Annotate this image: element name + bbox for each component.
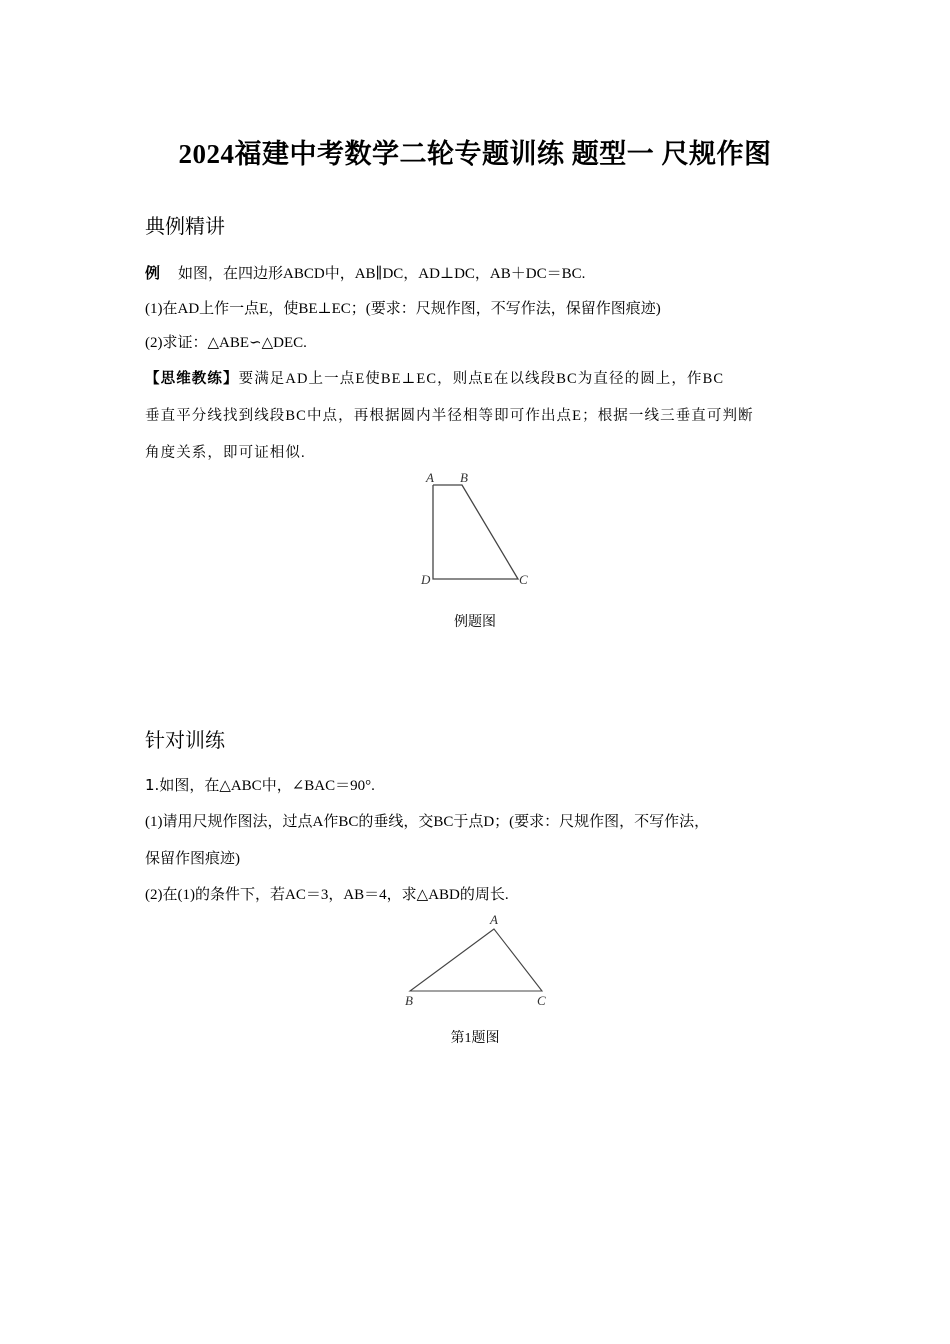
point-label-c: C bbox=[537, 993, 546, 1008]
hint-text-1: 要满足AD上一点E使BE⊥EC，则点E在以线段BC为直径的圆上，作BC bbox=[238, 371, 725, 387]
problem-number: 1. bbox=[145, 776, 160, 794]
point-label-a: A bbox=[426, 470, 434, 485]
problem1-part-2: (2)在(1)的条件下，若AC＝3，AB＝4，求△ABD的周长. bbox=[145, 887, 509, 903]
point-label-b: B bbox=[460, 470, 468, 485]
example-figure-caption: 例题图 bbox=[454, 615, 496, 630]
problem1-figure-triangle bbox=[405, 912, 546, 1008]
problem1-statement: 如图，在△ABC中，∠BAC＝90°. bbox=[159, 778, 375, 794]
hint-line-3: 角度关系，即可证相似. bbox=[145, 445, 306, 461]
hint-label: 【思维教练】 bbox=[145, 371, 239, 387]
example-label: 例 bbox=[145, 266, 161, 282]
section-heading-practice: 针对训练 bbox=[145, 728, 225, 752]
problem1-line-1 bbox=[145, 774, 375, 795]
page-title: 2024福建中考数学二轮专题训练 题型一 尺规作图 bbox=[178, 139, 772, 169]
example-figure-trapezoid bbox=[420, 470, 528, 587]
problem1-part-1-cont: 保留作图痕迹) bbox=[145, 851, 240, 867]
example-statement: 如图，在四边形ABCD中，AB∥DC，AD⊥DC，AB＋DC＝BC. bbox=[178, 266, 586, 282]
example-part-1: (1)在AD上作一点E，使BE⊥EC；(要求：尺规作图，不写作法，保留作图痕迹) bbox=[145, 301, 661, 317]
point-label-d: D bbox=[421, 572, 431, 587]
point-label-c: C bbox=[519, 572, 528, 587]
problem1-part-1: (1)请用尺规作图法，过点A作BC的垂线，交BC于点D；(要求：尺规作图，不写作法， bbox=[145, 814, 710, 830]
section-heading-example: 典例精讲 bbox=[145, 214, 225, 238]
hint-line-2: 垂直平分线找到线段BC中点，再根据圆内半径相等即可作出点E；根据一线三垂直可判断 bbox=[145, 408, 754, 424]
point-label-b: B bbox=[405, 993, 413, 1008]
example-part-2: (2)求证：△ABE∽△DEC. bbox=[145, 335, 307, 351]
point-label-a: A bbox=[490, 912, 498, 927]
problem1-figure-caption: 第1题图 bbox=[450, 1031, 500, 1046]
